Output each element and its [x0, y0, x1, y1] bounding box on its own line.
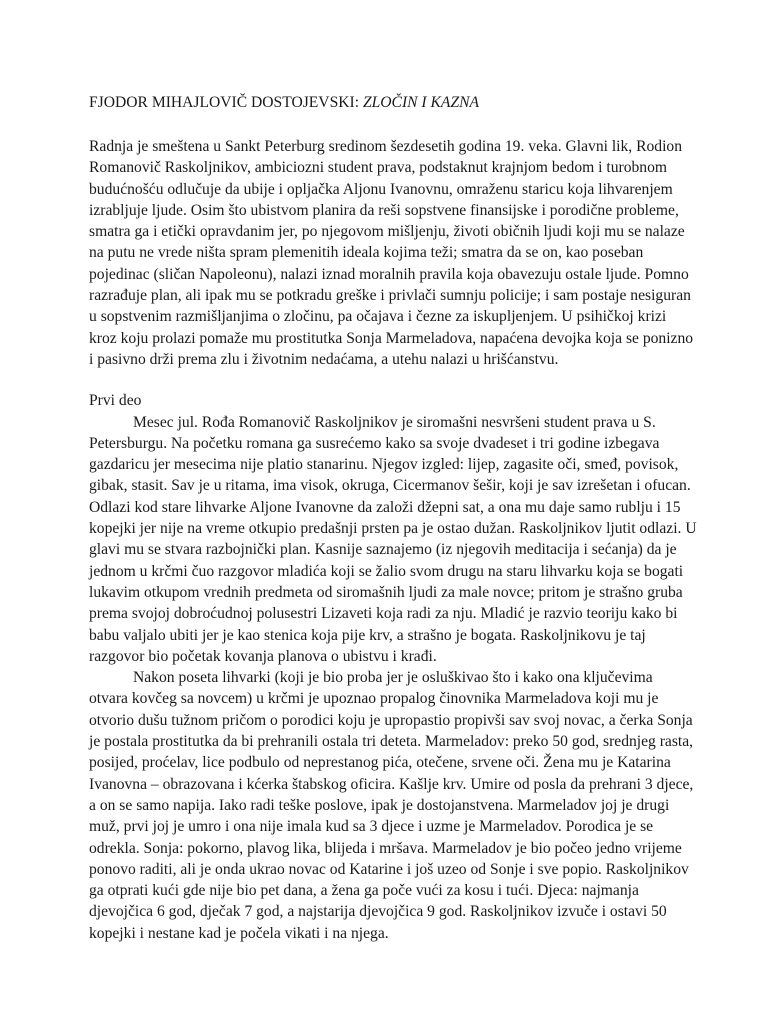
text-line: prema svojoj dobroćudnoj polusestri Lizaveti koja radi za nju. Mladić je razvio teoriju kako bi	[89, 605, 678, 623]
spacer	[89, 370, 689, 390]
text-line: gazdaricu jer mesecima nije platio stanarinu. Njegov izgled: lijep, zagasite oči, smeđ, povisok,	[89, 456, 679, 474]
text-line: Petersburgu. Na početku romana ga susrećemo kako sa svoje dvadeset i tri godine izbegava	[89, 434, 660, 452]
text-line: otvara kovčeg sa novcem) u krčmi je upoznao propalog činovnika Marmeladova koji mu je	[89, 690, 659, 708]
spacer	[89, 113, 689, 136]
text-line: kopejki i nestane kad je počela vikati i na njega.	[89, 924, 389, 942]
intro-paragraph	[89, 136, 694, 370]
text-line: Romanovič Raskoljnikov, ambiciozni student prava, podstaknut krajnjom bedom i turobnom	[89, 159, 668, 177]
document-title	[89, 92, 689, 113]
text-line: i pasivno drži prema zlu i životnim nedaćama, a utehu nalazi u hrišćanstvu.	[89, 350, 559, 368]
text-line: jednom u krčmi čuo razgovor mladića koji se žalio svom drugu na staru lihvarku koja se bogati	[89, 562, 684, 580]
text-line: otvorio dušu tužnom pričom o porodici koju je upropastio propivši sav svoj novac, a čerka Sonja	[89, 711, 693, 729]
text-line: Mesec jul. Rođa Romanovič Raskoljnikov je siromašni nesvršeni student prava u S.	[133, 413, 656, 431]
text-line: izrabljuje ljude. Osim što ubistvom planira da reši sopstvene finansijske i porodične probleme,	[89, 201, 679, 219]
text-line: pojedinac (sličan Napoleonu), nalazi iznad moralnih pravila koja obavezuju ostale ljude. Pomno	[89, 265, 689, 283]
text-line: babu valjalo ubiti jer je kao stenica koja pije krv, a strašno je bogata. Raskoljnikovu je taj	[89, 626, 646, 644]
text-line: Nakon poseta lihvarki (koji je bio proba jer je osluškivao što i kako ona ključevima	[133, 669, 653, 687]
text-line: muž, prvi joj je umro i ona nije imala kud sa 3 djece i uzme je Marmeladov. Porodica je se	[89, 818, 654, 836]
text-line: Odlazi kod stare lihvarke Aljone Ivanovne da založi džepni sat, a ona mu daje samo rublju i 15	[89, 498, 681, 516]
text-line: u sopstvenim razmišljanjima o zločinu, pa očajava i čezne za iskupljenjem. U psihičkoj krizi	[89, 308, 667, 326]
text-line: odrekla. Sonja: pokorno, plavog lika, blijeda i mršava. Marmeladov je bio počeo jedno vrijeme	[89, 839, 682, 857]
text-line: posijed, proćelav, lice podbulo od neprestanog pića, otečene, srvene oči. Žena mu je Katarina	[89, 754, 671, 772]
document-content	[89, 92, 697, 944]
text-line: kroz koju prolazi pomaže mu prostitutka Sonja Marmeladova, napaćena devojka koja se ponizno	[89, 329, 694, 347]
text-line: lukavim otkupom vrednih predmeta od siromašnih ljudi za male novce; pritom je strašno gruba	[89, 583, 683, 601]
text-line: Radnja je smeštena u Sankt Peterburg sredinom šezdesetih godina 19. veka. Glavni lik, Rodion	[89, 138, 683, 155]
work-title: ZLOČIN I KAZNA	[362, 94, 480, 111]
text-line: Ivanovna – obrazovana i kćerka štabskog oficira. Kašlje krv. Umire od posla da prehrani 3 djece,	[89, 775, 694, 793]
text-line: ponovo raditi, ali je onda ukrao novac od Katarine i još uzeo od Sonje i sve popio. Raskoljnikov	[89, 860, 689, 878]
text-line: kopejki jer nije na vreme otkupio predašnji prsten pa je ostao dužan. Raskoljnikov ljutit odlazi. U	[89, 520, 697, 538]
text-line: na putu ne vrede ništa spram plemenitih ideala kojima teži; smatra da se on, kao poseban	[89, 244, 644, 262]
text-line: razrađuje plan, ali ipak mu se potkradu greške i privlači sumnju policije; i sam postaje nesiguran	[89, 287, 691, 305]
section-heading: Prvi deo	[89, 392, 142, 410]
text-line: djevojčica 6 god, dječak 7 god, a najstarija djevojčica 9 god. Raskoljnikov izvuče i ostavi 50	[89, 903, 667, 921]
body-paragraph-1	[89, 412, 697, 668]
author-name: FJODOR MIHAJLOVIČ DOSTOJEVSKI:	[89, 94, 360, 111]
text-line: a on se samo napija. Iako radi teške poslove, ipak je dostojanstvena. Marmeladov joj je drugi	[89, 796, 670, 814]
text-line: gibak, stasit. Sav je u ritama, ima visok, okruga, Cicermanov šešir, koji je sav izrešetan i ofucan.	[89, 477, 691, 495]
text-line: smatra ga i etički opravdanim jer, po njegovom mišljenju, životi običnih ljudi koji mu se nalaze	[89, 223, 685, 241]
body-paragraph-2	[89, 667, 694, 944]
text-line: razgovor bio početak kovanja planova o ubistvu i krađi.	[89, 647, 437, 665]
text-line: budućnošću odlučuje da ubije i opljačka Aljonu Ivanovnu, omraženu staricu koja lihvarenjem	[89, 180, 673, 198]
text-line: ga otprati kući gde nije bio pet dana, a žena ga poče vući za kosu i tući. Djeca: najmanja	[89, 882, 639, 900]
text-line: je postala prostitutka da bi prehranili ostala tri deteta. Marmeladov: preko 50 god, srednjeg rasta,	[89, 733, 694, 751]
text-line: glavi mu se stvara razbojnički plan. Kasnije saznajemo (iz njegovih meditacija i sećanja) da je	[89, 541, 677, 559]
